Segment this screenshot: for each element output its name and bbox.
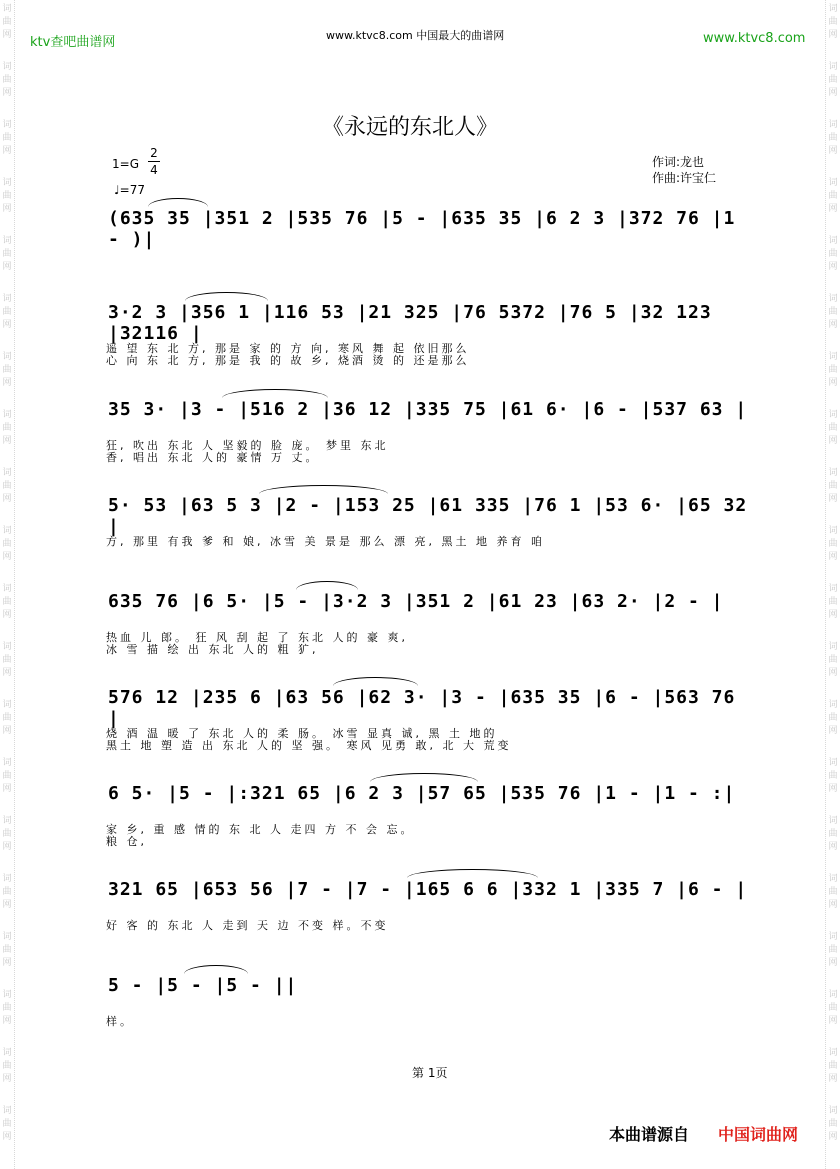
slur-mark	[222, 389, 328, 398]
watermark-glyph: 曲	[2, 597, 12, 607]
notation-line: 576 12 |235 6 |63 56 |62 3· |3 - |635 35 |6 - |563 76 |	[108, 687, 736, 729]
watermark-glyph: 曲	[828, 597, 838, 607]
notation-line: 5 - |5 - |5 - ||	[108, 975, 298, 996]
watermark-glyph: 词	[828, 4, 838, 14]
score-system	[108, 587, 756, 623]
watermark-glyph: 曲	[2, 713, 12, 723]
watermark-glyph: 词	[2, 584, 12, 594]
tempo-marking: ♩=77	[114, 183, 145, 197]
lyric-line: 遥 望 东 北 方, 那是 家 的 方 向, 寒风 舞 起 依旧那么	[106, 342, 470, 355]
watermark-glyph: 词	[828, 120, 838, 130]
watermark-glyph: 网	[828, 204, 838, 214]
watermark-glyph: 曲	[828, 1119, 838, 1129]
slur-mark	[259, 485, 388, 494]
watermark-glyph: 词	[2, 642, 12, 652]
watermark-glyph: 曲	[828, 1061, 838, 1071]
lyricist-credit: 作词:龙也	[652, 155, 705, 169]
watermark-glyph: 词	[2, 120, 12, 130]
watermark-glyph: 网	[828, 842, 838, 852]
source-brand: 中国词曲网	[718, 1125, 799, 1144]
watermark-glyph: 曲	[2, 307, 12, 317]
lyric-line: 家 乡, 重 感 情的 东 北 人 走四 方 不 会 忘。	[106, 823, 415, 836]
key-signature: 1=G	[112, 157, 139, 171]
slur-mark	[370, 773, 478, 782]
watermark-glyph: 曲	[2, 191, 12, 201]
watermark-glyph: 词	[828, 1106, 838, 1116]
watermark-glyph: 曲	[828, 191, 838, 201]
watermark-glyph: 词	[828, 294, 838, 304]
watermark-glyph: 词	[2, 990, 12, 1000]
lyric-line: 烧 酒 温 暖 了 东北 人的 柔 肠。 冰雪 显真 诚, 黑 土 地的	[106, 727, 498, 740]
watermark-glyph: 词	[2, 874, 12, 884]
time-bottom: 4	[150, 163, 158, 177]
watermark-glyph: 曲	[2, 1119, 12, 1129]
score-system	[108, 779, 756, 815]
watermark-glyph: 曲	[828, 945, 838, 955]
source-label: 本曲谱源自	[609, 1125, 690, 1144]
watermark-glyph: 曲	[828, 829, 838, 839]
watermark-glyph: 词	[2, 352, 12, 362]
watermark-glyph: 曲	[2, 133, 12, 143]
watermark-glyph: 网	[2, 30, 12, 40]
watermark-glyph: 词	[2, 62, 12, 72]
watermark-glyph: 曲	[828, 771, 838, 781]
watermark-glyph: 网	[828, 900, 838, 910]
watermark-glyph: 词	[828, 816, 838, 826]
watermark-glyph: 词	[2, 816, 12, 826]
watermark-glyph: 网	[2, 146, 12, 156]
watermark-glyph: 曲	[2, 945, 12, 955]
watermark-glyph: 词	[2, 294, 12, 304]
watermark-glyph: 曲	[2, 829, 12, 839]
watermark-glyph: 词	[2, 178, 12, 188]
slur-mark	[184, 965, 248, 974]
watermark-glyph: 词	[828, 178, 838, 188]
watermark-glyph: 曲	[2, 771, 12, 781]
watermark-glyph: 网	[2, 88, 12, 98]
watermark-glyph: 词	[2, 526, 12, 536]
watermark-glyph: 曲	[828, 133, 838, 143]
watermark-glyph: 网	[2, 1132, 12, 1142]
watermark-glyph: 词	[828, 584, 838, 594]
slur-mark	[333, 677, 418, 686]
notation-line: 635 76 |6 5· |5 - |3·2 3 |351 2 |61 23 |63 2· |2 - |	[108, 591, 724, 612]
watermark-glyph: 曲	[828, 365, 838, 375]
watermark-glyph: 词	[828, 874, 838, 884]
slur-mark	[148, 198, 208, 207]
lyric-line: 热血 儿 郎。 狂 风 刮 起 了 东北 人的 豪 爽,	[106, 631, 408, 644]
watermark-glyph: 曲	[828, 75, 838, 85]
watermark-glyph: 网	[2, 320, 12, 330]
watermark-glyph: 网	[2, 1016, 12, 1026]
song-title: 《永远的东北人》	[322, 115, 499, 140]
watermark-glyph: 曲	[2, 365, 12, 375]
score-system	[108, 971, 756, 1007]
watermark-glyph: 曲	[2, 17, 12, 27]
watermark-glyph: 词	[828, 932, 838, 942]
watermark-glyph: 词	[2, 468, 12, 478]
watermark-glyph: 网	[828, 552, 838, 562]
score-system	[108, 204, 756, 250]
watermark-glyph: 网	[828, 668, 838, 678]
watermark-glyph: 词	[828, 468, 838, 478]
score-system	[108, 395, 756, 431]
watermark-glyph: 曲	[2, 539, 12, 549]
watermark-glyph: 曲	[828, 655, 838, 665]
watermark-glyph: 曲	[2, 1003, 12, 1013]
watermark-glyph: 网	[2, 378, 12, 388]
watermark-glyph: 词	[828, 1048, 838, 1058]
composer-credit: 作曲:许宝仁	[652, 171, 717, 185]
watermark-glyph: 网	[2, 494, 12, 504]
watermark-glyph: 词	[828, 236, 838, 246]
notation-line: 35 3· |3 - |516 2 |36 12 |335 75 |61 6· |6 - |537 63 |	[108, 399, 748, 420]
header-center: www.ktvc8.com 中国最大的曲谱网	[326, 29, 505, 42]
watermark-glyph: 网	[2, 552, 12, 562]
watermark-glyph: 网	[828, 146, 838, 156]
score-system	[108, 683, 756, 729]
watermark-glyph: 网	[828, 494, 838, 504]
watermark-glyph: 网	[828, 1132, 838, 1142]
watermark-glyph: 曲	[828, 1003, 838, 1013]
watermark-glyph: 曲	[828, 887, 838, 897]
left-brand: ktv查吧曲谱网	[30, 35, 116, 50]
watermark-glyph: 曲	[2, 481, 12, 491]
watermark-glyph: 网	[828, 958, 838, 968]
watermark-glyph: 网	[2, 958, 12, 968]
lyric-line: 香, 唱出 东北 人的 豪情 万 丈。	[106, 451, 320, 464]
watermark-glyph: 网	[2, 610, 12, 620]
time-top: 2	[150, 146, 158, 160]
watermark-glyph: 网	[2, 842, 12, 852]
watermark-glyph: 网	[2, 784, 12, 794]
notation-line: (635 35 |351 2 |535 76 |5 - |635 35 |6 2 3 |372 76 |1 - )|	[108, 208, 736, 250]
watermark-glyph: 词	[2, 4, 12, 14]
score-system	[108, 298, 756, 344]
watermark-glyph: 网	[828, 320, 838, 330]
watermark-glyph: 词	[828, 352, 838, 362]
watermark-glyph: 网	[828, 30, 838, 40]
watermark-glyph: 曲	[828, 307, 838, 317]
watermark-glyph: 曲	[2, 249, 12, 259]
notation-line: 5· 53 |63 5 3 |2 - |153 25 |61 335 |76 1 |53 6· |65 32 |	[108, 495, 748, 537]
watermark-glyph: 词	[2, 758, 12, 768]
lyric-line: 样。	[106, 1015, 134, 1028]
watermark-glyph: 曲	[828, 713, 838, 723]
time-signature	[148, 146, 160, 177]
watermark-glyph: 网	[2, 436, 12, 446]
watermark-glyph: 网	[2, 726, 12, 736]
watermark-glyph: 词	[2, 700, 12, 710]
slur-mark	[407, 869, 538, 878]
watermark-glyph: 曲	[828, 481, 838, 491]
watermark-glyph: 词	[2, 410, 12, 420]
watermark-glyph: 网	[2, 668, 12, 678]
watermark-glyph: 网	[828, 784, 838, 794]
watermark-glyph: 词	[2, 1106, 12, 1116]
watermark-glyph: 词	[828, 642, 838, 652]
watermark-glyph: 网	[2, 1074, 12, 1084]
score-system	[108, 875, 756, 911]
watermark-glyph: 词	[2, 932, 12, 942]
notation-line: 6 5· |5 - |:321 65 |6 2 3 |57 65 |535 76 |1 - |1 - :|	[108, 783, 736, 804]
notation-line: 321 65 |653 56 |7 - |7 - |165 6 6 |332 1 |335 7 |6 - |	[108, 879, 748, 900]
watermark-glyph: 网	[828, 88, 838, 98]
lyric-line: 好 客 的 东北 人 走到 天 边 不变 样。不变	[106, 919, 389, 932]
watermark-glyph: 网	[828, 436, 838, 446]
slur-mark	[296, 581, 358, 590]
watermark-glyph: 词	[828, 758, 838, 768]
right-watermark-strip	[825, 0, 840, 1169]
watermark-glyph: 网	[828, 262, 838, 272]
notation-line: 3·2 3 |356 1 |116 53 |21 325 |76 5372 |76 5 |32 123 |32116 |	[108, 302, 712, 344]
watermark-glyph: 网	[828, 610, 838, 620]
watermark-glyph: 曲	[2, 1061, 12, 1071]
watermark-glyph: 词	[2, 236, 12, 246]
watermark-glyph: 网	[828, 726, 838, 736]
watermark-glyph: 网	[828, 378, 838, 388]
watermark-glyph: 词	[828, 526, 838, 536]
left-watermark-strip	[0, 0, 15, 1169]
watermark-glyph: 曲	[2, 887, 12, 897]
lyric-line: 冰 雪 描 绘 出 东北 人的 粗 犷,	[106, 643, 319, 656]
watermark-glyph: 词	[828, 62, 838, 72]
page-number: 第 1页	[412, 1066, 448, 1080]
lyric-line: 狂, 吹出 东北 人 坚毅的 脸 庞。 梦里 东北	[106, 439, 389, 452]
lyric-line: 粮 仓,	[106, 835, 147, 848]
watermark-glyph: 网	[828, 1016, 838, 1026]
watermark-glyph: 曲	[828, 423, 838, 433]
slur-mark	[185, 292, 268, 301]
watermark-glyph: 曲	[828, 17, 838, 27]
watermark-glyph: 网	[828, 1074, 838, 1084]
watermark-glyph: 网	[2, 900, 12, 910]
watermark-glyph: 词	[828, 410, 838, 420]
watermark-glyph: 曲	[828, 249, 838, 259]
right-brand: www.ktvc8.com	[703, 31, 806, 46]
watermark-glyph: 网	[2, 262, 12, 272]
lyric-line: 方, 那里 有我 爹 和 娘, 冰雪 美 景是 那么 漂 亮, 黑土 地 养育 咱	[106, 535, 545, 548]
watermark-glyph: 词	[828, 990, 838, 1000]
watermark-glyph: 词	[2, 1048, 12, 1058]
watermark-glyph: 网	[2, 204, 12, 214]
watermark-glyph: 曲	[2, 655, 12, 665]
score-system	[108, 491, 756, 537]
watermark-glyph: 曲	[828, 539, 838, 549]
lyric-line: 心 向 东 北 方, 那是 我 的 故 乡, 烧酒 烫 的 还是那么	[106, 354, 470, 367]
watermark-glyph: 词	[828, 700, 838, 710]
watermark-glyph: 曲	[2, 75, 12, 85]
watermark-glyph: 曲	[2, 423, 12, 433]
lyric-line: 黑土 地 塑 造 出 东北 人的 坚 强。 寒风 见勇 敢, 北 大 荒变	[106, 739, 512, 752]
